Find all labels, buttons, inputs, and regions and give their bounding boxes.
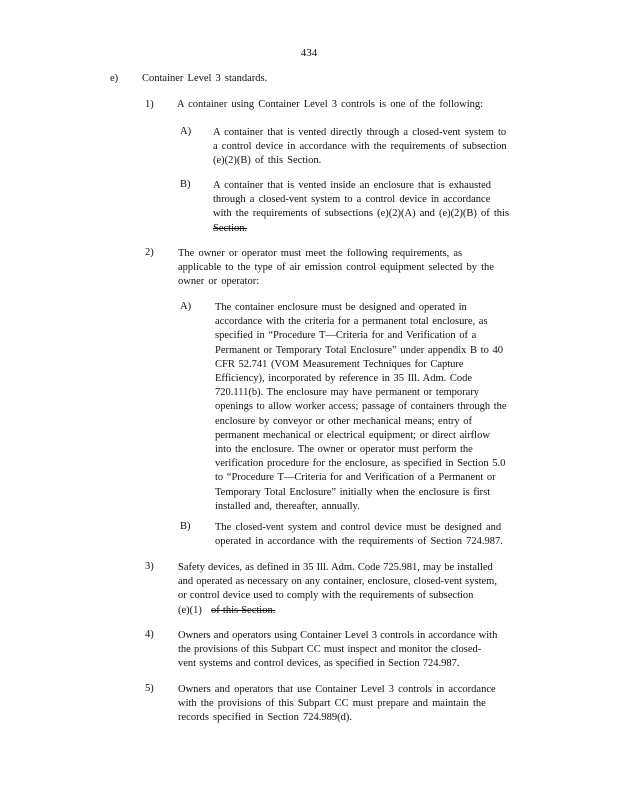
item-2a-text xyxy=(215,301,507,514)
item-4-label: 4) xyxy=(145,629,154,640)
subsection-ref: (e)(1) xyxy=(178,604,202,616)
text-line: (e)(2)(B) of this Section. xyxy=(213,155,322,167)
struck-text: Section. xyxy=(213,222,248,234)
item-4-text xyxy=(178,629,497,672)
text-line: vent systems and control devices, as specified in Section 724.987. xyxy=(178,658,460,670)
item-3-text xyxy=(178,561,497,618)
text-line: enclosure by conveyor or other mechanical means; entry of xyxy=(215,415,472,427)
text-line: into the enclosure. The owner or operator must perform the xyxy=(215,444,473,456)
item-2a-label: A) xyxy=(180,301,192,312)
text-line: A container that is vented directly through a closed-vent system to xyxy=(213,127,507,138)
item-3-label: 3) xyxy=(145,561,154,572)
text-line: specified in “Procedure T—Criteria for and Verification of a xyxy=(215,330,477,342)
text-line: CFR 52.741 (VOM Measurement Techniques for Capture xyxy=(215,358,464,370)
text-line xyxy=(178,604,497,618)
text-line: to “Procedure T—Criteria for and Verification of a Permanent or xyxy=(215,472,496,484)
text-line: with the requirements of subsections (e)(2)(A) and (e)(2)(B) of this xyxy=(213,208,510,220)
text-line: Safety devices, as defined in 35 Ill. Adm. Code 725.981, may be installed xyxy=(178,562,493,573)
text-line: owner or operator: xyxy=(178,276,260,288)
item-1b-text xyxy=(213,179,509,236)
item-2-text xyxy=(178,247,494,290)
text-line: accordance with the criteria for a permanent total enclosure, as xyxy=(215,316,488,328)
item-5-label: 5) xyxy=(145,683,154,694)
item-1-text: A container using Container Level 3 controls is one of the following: xyxy=(177,99,484,110)
text-line: Permanent or Temporary Total Enclosure” under appendix B to 40 xyxy=(215,344,503,356)
text-line: verification procedure for the enclosure, as specified in Section 5.0 xyxy=(215,458,506,470)
text-line: and operated as necessary on any container, enclosure, closed-vent system, xyxy=(178,576,497,588)
item-1a-text xyxy=(213,126,507,169)
text-line: permanent mechanical or electrical equipment; or direct airflow xyxy=(215,429,490,441)
item-1-label: 1) xyxy=(145,99,154,110)
item-2b-text xyxy=(215,521,503,549)
text-line: Owners and operators that use Container Level 3 controls in accordance xyxy=(178,684,496,695)
text-line: The closed-vent system and control device must be designed and xyxy=(215,522,502,533)
text-line: Owners and operators using Container Level 3 controls in accordance with xyxy=(178,630,498,641)
text-line: or control device used to comply with the requirements of subsection xyxy=(178,590,474,602)
item-2-label: 2) xyxy=(145,247,154,258)
item-1b-label: B) xyxy=(180,179,191,190)
text-line: 720.111(b). The enclosure may have permanent or temporary xyxy=(215,387,480,399)
item-5-text xyxy=(178,683,496,726)
text-line: applicable to the type of air emission control equipment selected by the xyxy=(178,262,494,274)
text-line: with the provisions of this Subpart CC must prepare and maintain the xyxy=(178,698,486,710)
text-line: the provisions of this Subpart CC must inspect and monitor the closed- xyxy=(178,644,482,656)
text-line: openings to allow worker access; passage of containers through the xyxy=(215,401,507,413)
text-line: records specified in Section 724.989(d). xyxy=(178,712,352,724)
text-line: The container enclosure must be designed and operated in xyxy=(215,302,467,313)
struck-text: of this Section. xyxy=(211,604,276,616)
text-line: A container that is vented inside an enclosure that is exhausted xyxy=(213,180,492,191)
section-title: Container Level 3 standards. xyxy=(142,73,268,84)
text-line: The owner or operator must meet the following requirements, as xyxy=(178,248,463,259)
text-line: Efficiency), incorporated by reference in 35 Ill. Adm. Code xyxy=(215,373,473,385)
page-number: 434 xyxy=(300,47,318,59)
item-2b-label: B) xyxy=(180,521,191,532)
text-line: installed and, thereafter, annually. xyxy=(215,500,360,512)
section-label: e) xyxy=(110,73,119,84)
text-line: a control device in accordance with the requirements of subsection xyxy=(213,141,507,153)
text-line: through a closed-vent system to a control device in accordance xyxy=(213,194,491,206)
text-line: Temporary Total Enclosure” initially when the enclosure is first xyxy=(215,486,491,498)
text-line: operated in accordance with the requirements of Section 724.987. xyxy=(215,536,503,548)
item-1a-label: A) xyxy=(180,126,192,137)
